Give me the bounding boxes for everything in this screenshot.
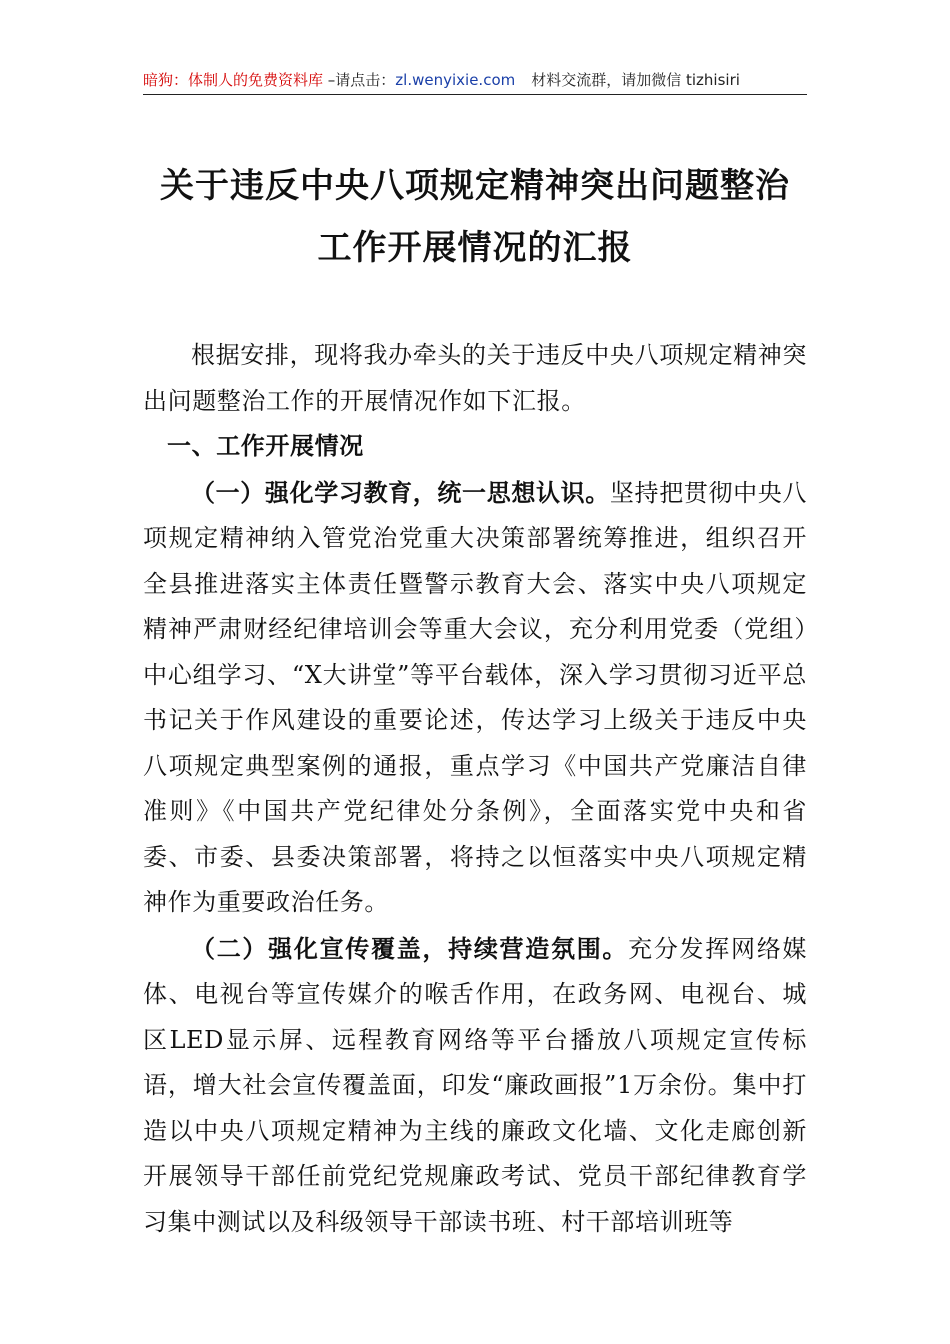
header-url-link[interactable]: zl.wenyixie.com (395, 71, 516, 89)
section-item-text: 坚持把贯彻中央八项规定精神纳入管党治党重大决策部署统筹推进，组织召开全县推进落实主体责任暨警示教育大会、落实中央八项规定精神严肃财经纪律培训会等重大会议，充分利用党委（党组）中心组学习、“X大讲堂”等平台载体，深入学习贯彻习近平总书记关于作风建设的重要论述，传达学习上级关于违反中央八项规定典型案例的通报，重点学习《中国共产党廉洁自律准则》《中国共产党纪律处分条例》，全面落实党中央和省委、市委、县委决策部署，将持之以恒落实中央八项规定精神作为重要政治任务。 (143, 478, 807, 916)
header-click-prefix: –请点击： (323, 71, 396, 89)
section-heading: 一、工作开展情况 (167, 432, 364, 460)
intro-paragraph: 根据安排，现将我办牵头的关于违反中央八项规定精神突出问题整治工作的开展情况作如下汇报。 (143, 341, 807, 415)
section-item-paragraph (143, 470, 807, 926)
section-item-paragraph (143, 926, 807, 1246)
page-header (143, 66, 807, 95)
section-item-lead: （二）强化宣传覆盖，持续营造氛围。 (191, 933, 629, 963)
header-contact: 材料交流群，请加微信 tizhisiri (531, 71, 740, 89)
header-brand: 暗狗：体制人的免费资料库 (143, 71, 324, 89)
document-title-line-2: 工作开展情况的汇报 (317, 228, 633, 268)
document-body (143, 333, 807, 1245)
section-item-text: 充分发挥网络媒体、电视台等宣传媒介的喉舌作用，在政务网、电视台、城区LED显示屏、远程教育网络等平台播放八项规定宣传标语，增大社会宣传覆盖面，印发“廉政画报”1万余份。集中打造以中央八项规定精神为主线的廉政文化墙、文化走廊创新开展领导干部任前党纪党规廉政考试、党员干部纪律教育学习集中测试以及科级领导干部读书班、村干部培训班等 (143, 934, 808, 1236)
section-item-lead: （一）强化学习教育，统一思想认识。 (191, 477, 610, 507)
document-title-line-1: 关于违反中央八项规定精神突出问题整治 (160, 166, 790, 206)
